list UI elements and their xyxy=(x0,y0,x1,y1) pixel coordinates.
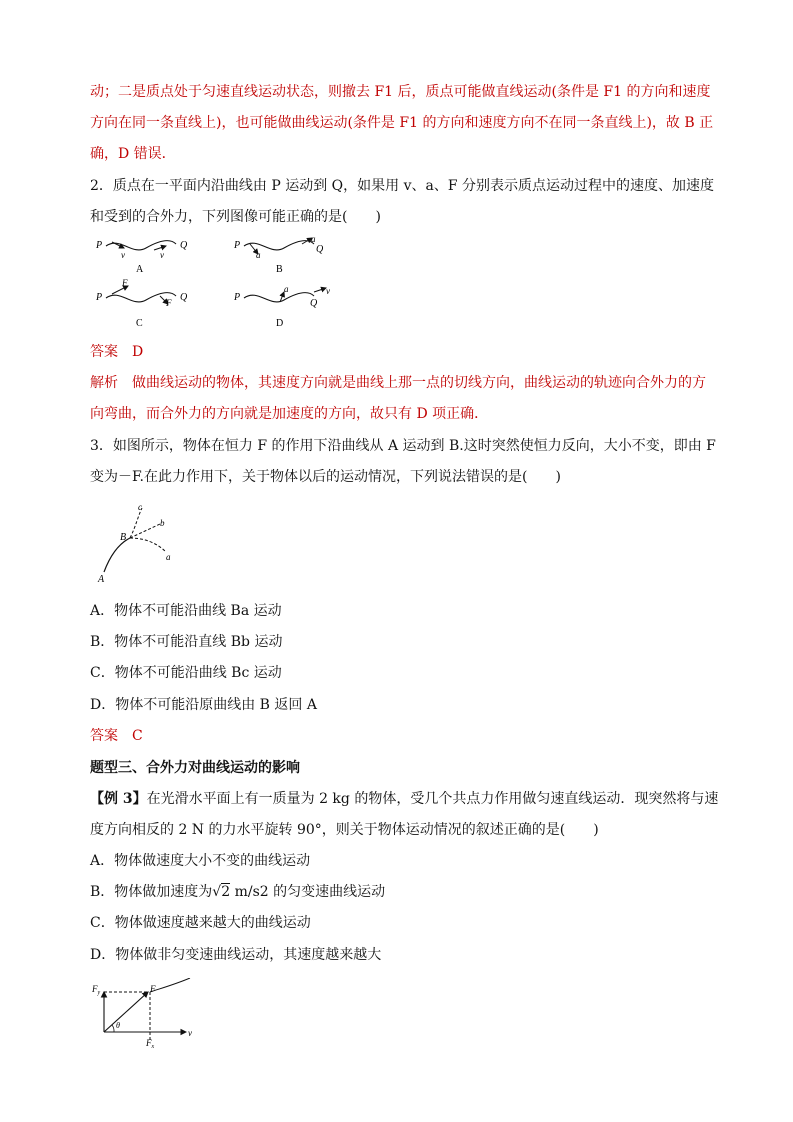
explanation-line-3: 确，D 错误． xyxy=(90,146,176,162)
q2-a-v2: v xyxy=(160,250,164,260)
q2-analysis-line-1 xyxy=(90,373,706,393)
q3-option-c: C．物体不可能沿曲线 Bc 运动 xyxy=(90,665,282,681)
q3-point-b: B xyxy=(120,532,127,543)
q2-answer-value: D xyxy=(132,344,144,360)
q3-answer-value: C xyxy=(132,728,143,744)
q2-stem-line-2: 和受到的合外力，下列图像可能正确的是( ) xyxy=(90,209,381,225)
q2-figure-c xyxy=(95,278,188,329)
q3-stem-line-1: 3．如图所示，物体在恒力 F 的作用下沿曲线从 A 运动到 B.这时突然使恒力反向，大小不变，即由 F xyxy=(90,438,716,454)
q2-label-a: A xyxy=(136,264,144,275)
q2-figure-a xyxy=(95,240,188,275)
q3-path-b: b xyxy=(160,518,165,528)
q2-analysis-text-1: 做曲线运动的物体，其速度方向就是曲线上那一点的切线方向，曲线运动的轨迹向合外力的方 xyxy=(132,375,706,391)
example-line-1 xyxy=(90,789,718,809)
sqrt-symbol: √ xyxy=(212,884,222,900)
example-option-c: C．物体做速度越来越大的曲线运动 xyxy=(90,915,311,931)
example-option-a: A．物体做速度大小不变的曲线运动 xyxy=(90,853,311,869)
example-line-2: 度方向相反的 2 N 的力水平旋转 90°，则关于物体运动情况的叙述正确的是( ) xyxy=(90,822,599,838)
example-text-1: 在光滑水平面上有一质量为 2 kg 的物体，受几个共点力作用做匀速直线运动．现突然将与速 xyxy=(146,791,719,807)
q2-label-c: C xyxy=(136,318,143,329)
q2-figure-d xyxy=(233,284,330,329)
explanation-line-2: 方向在同一条直线上)，也可能做曲线运动(条件是 F1 的方向和速度方向不在同一条直线上)，故 B 正 xyxy=(90,115,714,131)
example-option-b-post: m/s2 的匀变速曲线运动 xyxy=(230,884,386,900)
q2-c-p: P xyxy=(96,292,103,303)
q2-c-f2: F xyxy=(166,298,172,308)
q2-figure-b xyxy=(233,234,324,275)
q3-answer-line xyxy=(90,726,143,746)
q2-answer-label: 答案 xyxy=(90,344,118,360)
q3-point-a: A xyxy=(98,574,105,585)
q2-c-f1: F xyxy=(122,278,128,288)
q3-option-b: B．物体不可能沿直线 Bb 运动 xyxy=(90,634,283,650)
q2-b-a1: a xyxy=(256,250,261,260)
q3-path-c: c xyxy=(138,502,142,512)
q2-b-p: P xyxy=(234,240,241,251)
fx-label: $F_x$ xyxy=(146,1038,155,1048)
q2-label-b: B xyxy=(276,264,283,275)
example-option-d: D．物体做非匀变速曲线运动，其速度越来越大 xyxy=(90,947,382,963)
q3-answer-label: 答案 xyxy=(90,728,118,744)
q3-option-d: D．物体不可能沿原曲线由 B 返回 A xyxy=(90,697,317,713)
q2-d-q: Q xyxy=(310,298,318,309)
q2-d-a: a xyxy=(284,284,289,294)
q3-option-a: A．物体不可能沿曲线 Ba 运动 xyxy=(90,603,282,619)
q2-stem-line-1: 2．质点在一平面内沿曲线由 P 运动到 Q，如果用 v、a、F 分别表示质点运动过程中的速度、加速度 xyxy=(90,178,715,194)
fy-label: $F_y$ xyxy=(92,984,101,996)
q3-stem-line-2: 变为－F.在此力作用下，关于物体以后的运动情况，下列说法错误的是( ) xyxy=(90,469,561,485)
v-label: v xyxy=(188,1028,192,1038)
q2-analysis-label: 解析 xyxy=(90,375,118,391)
q2-b-q: Q xyxy=(316,244,324,255)
q2-a-q: Q xyxy=(180,240,188,251)
theta-label: θ xyxy=(116,1021,120,1030)
q2-c-q: Q xyxy=(180,292,188,303)
q2-options-figure xyxy=(92,234,352,334)
q3-path-a: a xyxy=(166,552,171,562)
q2-d-v: v xyxy=(326,286,330,296)
q2-a-p: P xyxy=(96,240,103,251)
q2-answer-line xyxy=(90,342,143,362)
f-label: F xyxy=(150,984,156,994)
q2-b-a2: a xyxy=(311,234,316,244)
explanation-line-1: 动；二是质点处于匀速直线运动状态，则撤去 F1 后，质点可能做直线运动(条件是 F1 的方向和速度 xyxy=(90,84,711,100)
example-option-b-pre: B．物体做加速度为 xyxy=(90,884,213,900)
example-option-b xyxy=(90,882,385,902)
q2-a-v1: v xyxy=(121,250,125,260)
example-tag: 【例 3】 xyxy=(90,791,147,807)
sqrt-radicand: 2 xyxy=(221,884,231,900)
q2-d-p: P xyxy=(234,292,241,303)
q2-label-d: D xyxy=(276,318,284,329)
q2-analysis-line-2: 向弯曲，而合外力的方向就是加速度的方向，故只有 D 项正确． xyxy=(90,406,489,422)
example-force-figure xyxy=(90,978,200,1048)
q3-figure xyxy=(92,500,192,590)
section-title: 题型三、合外力对曲线运动的影响 xyxy=(90,760,300,776)
